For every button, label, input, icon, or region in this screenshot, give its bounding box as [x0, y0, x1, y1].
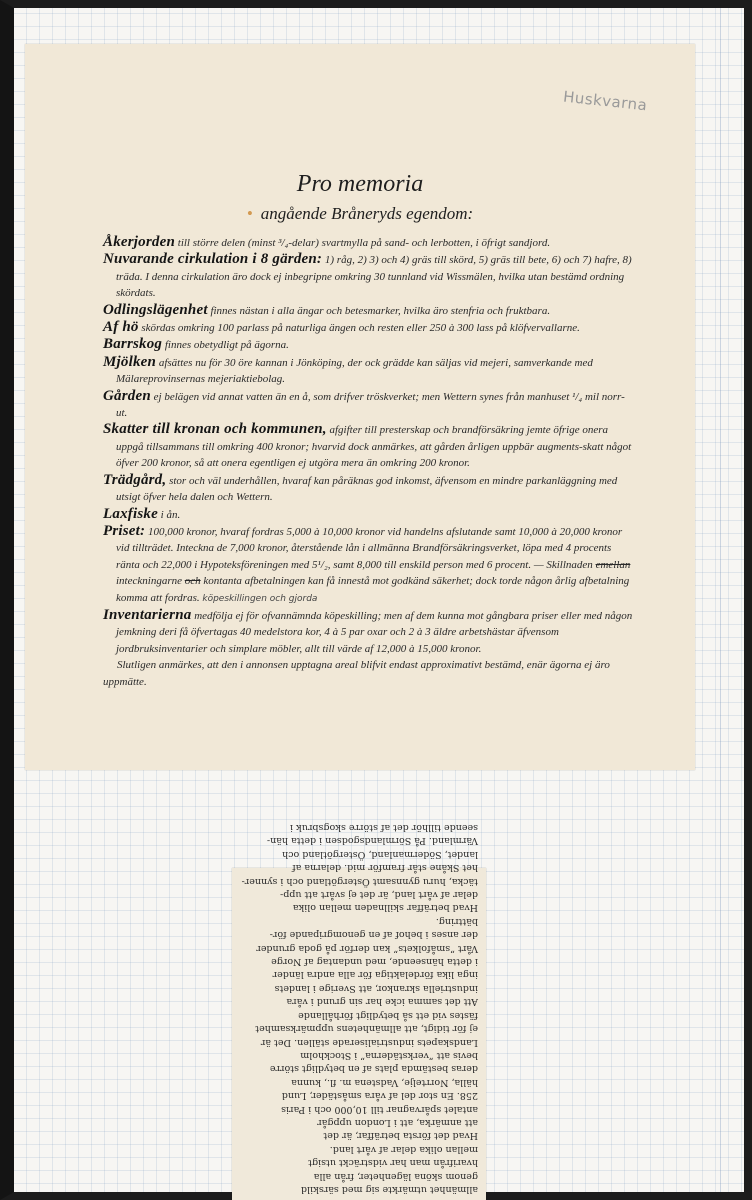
- newspaper-line: fästes vid ett så betydligt förhållande: [298, 1009, 478, 1021]
- newspaper-clipping: [232, 822, 486, 1200]
- document-title: Pro memoria: [296, 171, 424, 197]
- struck-word: emellan: [595, 558, 631, 571]
- newspaper-line: Att det samma icke har sin grund i våra: [286, 996, 478, 1008]
- section-garden: Gården ej belägen vid annat vatten än en å, som drifver tröskverket; men Wettern synes från manhuset ¹/₄ mil norr-ut.: [103, 387, 625, 420]
- section-skatter: Skatter till kronan och kommunen, afgifter till presterskap och brandförsäkring jemte öfrige onera uppgå tillsammans till omkring 400 kronor; hvarvid dock anmärkes, att gården årligen uppbär augments-skatt något öfver 200 kronor, så att onera egentligen ej utgöra mera än omkring 200 kronor.: [103, 421, 632, 470]
- document-body: [103, 234, 633, 690]
- newspaper-line: deras bestämda plats af en betydligt större: [269, 1063, 478, 1075]
- newspaper-text-upside-down: [238, 822, 478, 1196]
- section-mjolken: Mjölken afsättes nu för 30 öre kannan i Jönköping, der ock grädde kan säljas vid mejeri, samverkande med Mälareprovinsernas mejeriaktiebolag.: [103, 353, 593, 386]
- newspaper-line: mellan olika delar af vårt land.: [329, 1143, 478, 1155]
- newspaper-line: hälla, Norrtelje, Vadstena m. fl., kunna: [291, 1076, 478, 1088]
- margin-line: [720, 8, 721, 1192]
- ink-dot: •: [246, 204, 253, 223]
- newspaper-line: hvarifrån man har vidsträckt utsigt: [308, 1157, 478, 1169]
- section-tradgard: Trädgård, stor och väl underhållen, hvaraf kan påräknas god inkomst, äfvensom en mindre parkanläggning med utsigt öfver hela dalen och Wettern.: [103, 471, 618, 504]
- handwritten-annotation: Huskvarna: [562, 87, 649, 115]
- section-cirkulation: Nuvarande cirkulation i 8 gärden: 1) råg, 2) 3) och 4) gräs till skörd, 5) gräs till bete, 6) och 7) hafre, 8) träda. I denna cirkulation äro dock ej inbegripne omkring 30 tunnland vid Wissmälen, hvilka utan bestämd ordning skördats.: [103, 251, 632, 300]
- newspaper-line: Hvad det första beträffar, är det: [323, 1130, 478, 1142]
- newspaper-line: industriella skrankor, att Sverige i landets: [274, 982, 478, 994]
- newspaper-line: genom sköna lägenheter, från alla: [313, 1170, 478, 1182]
- newspaper-line: bevis att ”verkstäderna” i Stockholm: [300, 1049, 478, 1061]
- document-subtitle: • angående Bråneryds egendom:: [246, 204, 474, 223]
- newspaper-line: 258. En stor del af våra småstäder, Lund: [281, 1090, 478, 1102]
- newspaper-line: antalet spårvagnar till 10,000 och i Paris: [281, 1103, 478, 1115]
- newspaper-line: ej för tidigt, att allmänhetens uppmärksamhet: [255, 1023, 478, 1035]
- section-akerjorden: Åkerjorden till större delen (minst ³/₄-delar) svartmylla på sand- och lerbotten, i öfrigt sandjord.: [103, 234, 551, 250]
- newspaper-line: landet, Södermanland, Östergötland och: [282, 848, 478, 860]
- newspaper-line: i detta hänseende, med undantag af Norge: [271, 956, 478, 968]
- handwritten-insertion: köpeskillingen och gjorda: [202, 593, 318, 604]
- newspaper-line: Landskapets industrialiserade ställen. Det är: [260, 1036, 478, 1048]
- newspaper-line: het Skåne står framför mid. delarna af: [292, 862, 478, 874]
- section-inventarierna: Inventarierna medfölja ej för ofvannämnda köpeskilling; men af dem kunna mot gångbara priser eller med någon jemkning deri få öfvertagas 40 medelstora kor, 4 à 5 par oxar och 2 à 3 äldre arbetshästar äfvensom jordbruksinventarier och simplare möbler, allt till värde af 12,000 à 15,000 kronor.: [103, 606, 633, 655]
- newspaper-line: delar af vårt land, är det ej svårt att upp-: [280, 889, 478, 901]
- section-laxfiske: Laxfiske i ån.: [103, 505, 181, 522]
- newspaper-line: täcka, huru gynnsamt Östergötland och i synner-: [241, 875, 478, 887]
- newspaper-line: seende tillhör det af större skogsbruk i: [289, 822, 478, 834]
- document-sheet: [25, 44, 695, 770]
- newspaper-line: att anmärka, att i London uppgår: [317, 1116, 478, 1128]
- final-note: Slutligen anmärkes, att den i annonsen upptagna areal blifvit endast approximativt bestämd, enär ägorna ej äro uppmätte.: [103, 659, 610, 688]
- newspaper-line: allmänhet utmärkte sig med särskild: [300, 1184, 478, 1195]
- newspaper-line: Värmland. På Sörmlandsgodsen i detta hän-: [266, 835, 478, 847]
- newspaper-line: bättring.: [435, 915, 478, 927]
- newspaper-line: Hvad beträffar skillnaden mellan olika: [292, 902, 478, 914]
- struck-word: och: [184, 575, 201, 588]
- section-af-ho: Af hö skördas omkring 100 parlass på naturliga ängen och resten eller 250 à 300 lass på klöfvervallarne.: [103, 319, 580, 336]
- newspaper-line: Vårt ”småfolkets” kan derför på goda grunder: [256, 942, 478, 954]
- newspaper-line: der anses i behof af en genomgripande för-: [269, 929, 478, 941]
- section-odlingslagenhet: Odlingslägenhet finnes nästan i alla ängar och betesmarker, hvilka äro stenfria och fruktbara.: [103, 301, 551, 318]
- section-barrskog: Barrskog finnes obetydligt på ägorna.: [103, 336, 289, 353]
- section-priset: Priset: 100,000 kronor, hvaraf fordras 5,000 à 10,000 kronor vid handelns afslutande samt 10,000 à 20,000 kronor vid tillträdet. Inteckna de 7,000 kronor, återstående lån i allmänna Brandförsäkringsverket, löpa med 4 procents ränta och 22,000 i Hypoteksföreningen med 5¹/₂, samt 8,000 till enskild person med 6 procent. — Skillnaden emellan inteckningarne och kontanta afbetalningen kan få innestå mot godkänd säkerhet; dock torde någon årlig afbetalning komma att fordras. köpeskillingen och gjorda: [103, 522, 631, 604]
- newspaper-line: inga lika fördelaktiga för alla andra länder: [272, 969, 478, 981]
